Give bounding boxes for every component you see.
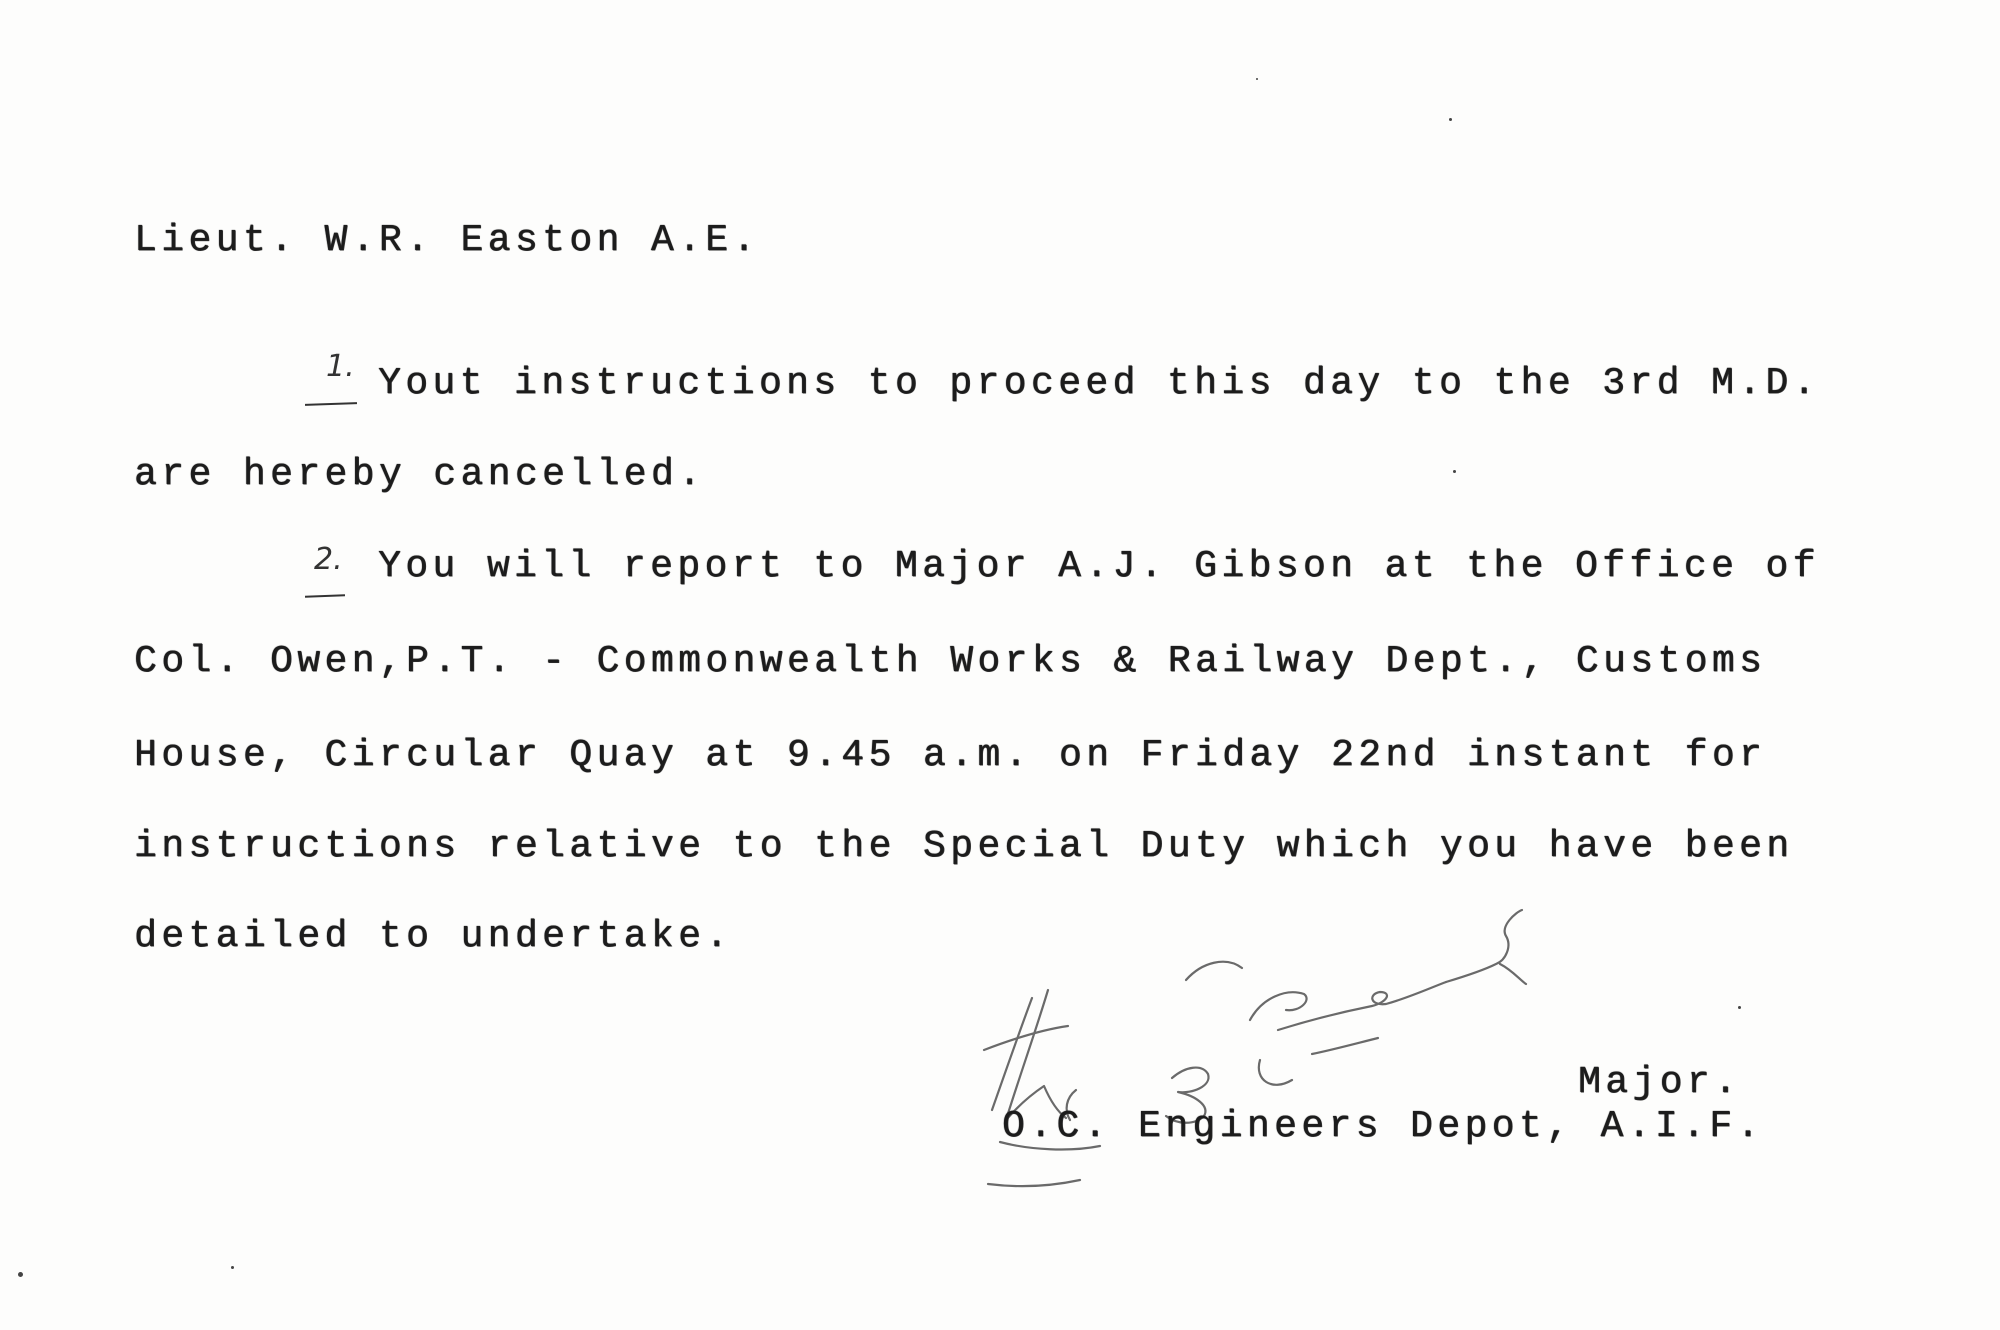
paper-speck [1453, 470, 1456, 473]
paragraph-1-line-1: Yout instructions to proceed this day to the 3rd M.D. [378, 362, 1820, 405]
paper-speck [1256, 78, 1258, 80]
signatory-title: O.C. Engineers Depot, A.I.F. [1002, 1105, 1764, 1148]
paper-speck [1449, 118, 1452, 121]
paragraph-number-1: 1. [326, 349, 355, 384]
paragraph-2-line-4: instructions relative to the Special Duty which you have been [134, 825, 1794, 868]
addressee-line: Lieut. W.R. Easton A.E. [134, 219, 760, 262]
paragraph-number-2: 2. [314, 542, 343, 577]
paper-speck [1738, 1006, 1741, 1009]
paragraph-2-line-5: detailed to undertake. [134, 915, 733, 958]
paragraph-1-line-2: are hereby cancelled. [134, 453, 706, 496]
paragraph-number-1-underline [305, 402, 357, 406]
paper-speck [18, 1272, 23, 1277]
paragraph-number-2-underline [305, 594, 345, 597]
paragraph-2-line-1: You will report to Major A.J. Gibson at the Office of [378, 545, 1820, 588]
paragraph-2-line-3: House, Circular Quay at 9.45 a.m. on Friday 22nd instant for [134, 734, 1767, 777]
paragraph-2-line-2: Col. Owen,P.T. - Commonwealth Works & Railway Dept., Customs [134, 640, 1767, 683]
signatory-rank: Major. [1578, 1061, 1742, 1104]
paper-speck [231, 1266, 234, 1269]
